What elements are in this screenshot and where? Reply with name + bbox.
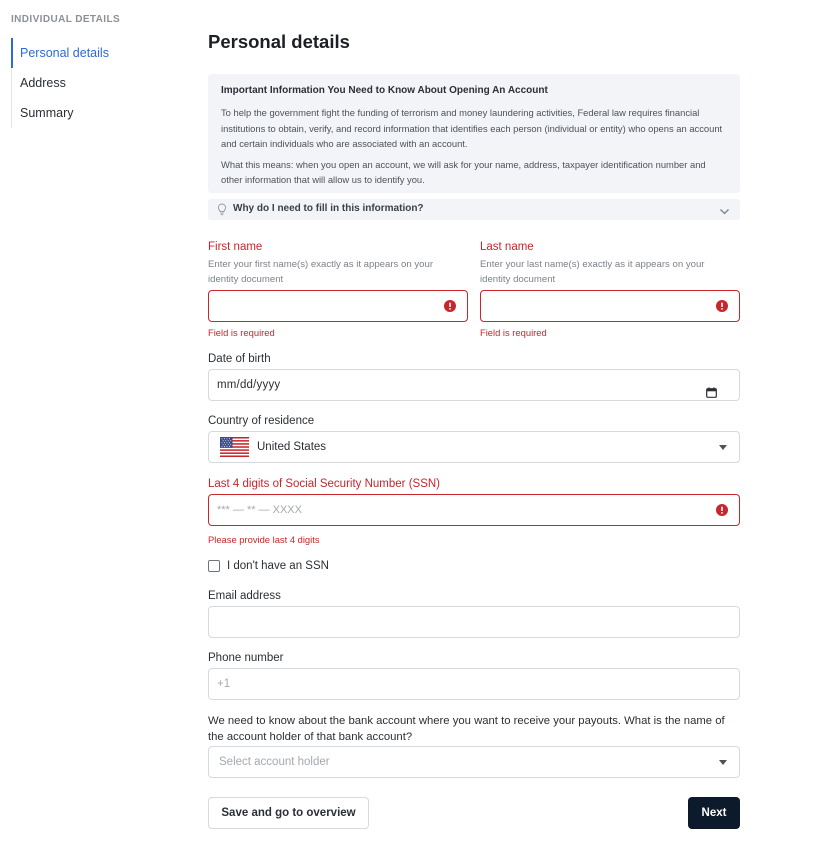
ssn-error: Please provide last 4 digits [208, 534, 320, 545]
chevron-down-icon [719, 204, 730, 215]
save-and-overview-button[interactable]: Save and go to overview [208, 797, 369, 829]
us-flag-icon [220, 437, 249, 457]
last-name-label: Last name [480, 241, 534, 253]
email-label: Email address [208, 590, 281, 602]
page-title: Personal details [208, 31, 350, 52]
last-name-error: Field is required [480, 327, 547, 338]
country-label: Country of residence [208, 415, 315, 427]
error-icon [716, 300, 728, 312]
info-box-paragraph: What this means: when you open an account, we will ask for your name, address, taxpayer identification number and other information that will allow us to identify you. [221, 158, 706, 185]
first-name-input[interactable] [208, 290, 468, 322]
email-field[interactable] [208, 606, 740, 638]
ssn-input[interactable] [208, 494, 740, 526]
next-button[interactable]: Next [688, 797, 740, 829]
payout-question: We need to know about the bank account where you want to receive your payouts. What is the name of the account holder of that bank account? [208, 715, 725, 743]
dob-placeholder: mm/dd/yyyy [217, 379, 281, 391]
first-name-hint: Enter your first name(s) exactly as it appears on your identity document [208, 259, 434, 285]
caret-down-icon [719, 445, 727, 450]
dob-label: Date of birth [208, 353, 271, 365]
ssn-placeholder: *** — ** — XXXX [217, 504, 302, 516]
sidebar-item-personal-details[interactable]: Personal details [11, 38, 171, 68]
phone-label: Phone number [208, 652, 284, 664]
country-select[interactable] [208, 431, 740, 463]
country-value: United States [257, 441, 327, 453]
info-box-title: Important Information You Need to Know About Opening An Account [221, 85, 548, 96]
last-name-hint: Enter your last name(s) exactly as it appears on your identity document [480, 259, 705, 285]
dob-input[interactable] [208, 369, 740, 401]
sidebar-item-summary[interactable]: Summary [20, 106, 74, 120]
sidebar-item-address[interactable]: Address [20, 76, 66, 90]
why-fill-info-toggle[interactable] [208, 199, 740, 220]
first-name-label: First name [208, 241, 263, 253]
sidebar-nav [11, 38, 171, 128]
account-holder-select[interactable] [208, 746, 740, 778]
error-icon [444, 300, 456, 312]
account-holder-placeholder: Select account holder [219, 756, 330, 768]
caret-down-icon [719, 760, 727, 765]
info-box-paragraph: To help the government fight the funding of terrorism and money laundering activities, Federal law requires financial institutions to obtain, verify, and record information that identifies each person (individual or entity) who opens an account and certain individuals who are associated with an account. [221, 107, 723, 149]
error-icon [716, 504, 728, 516]
ssn-label: Last 4 digits of Social Security Number (SSN) [208, 478, 441, 490]
no-ssn-label: I don't have an SSN [227, 560, 329, 572]
last-name-input[interactable] [480, 290, 740, 322]
why-fill-info-label: Why do I need to fill in this information? [233, 203, 424, 214]
first-name-error: Field is required [208, 327, 275, 338]
sidebar-heading: INDIVIDUAL DETAILS [11, 14, 121, 25]
lightbulb-icon [217, 203, 227, 216]
calendar-icon[interactable] [706, 380, 717, 391]
phone-input[interactable] [208, 668, 740, 700]
info-box [208, 74, 740, 193]
no-ssn-checkbox[interactable] [208, 560, 220, 572]
